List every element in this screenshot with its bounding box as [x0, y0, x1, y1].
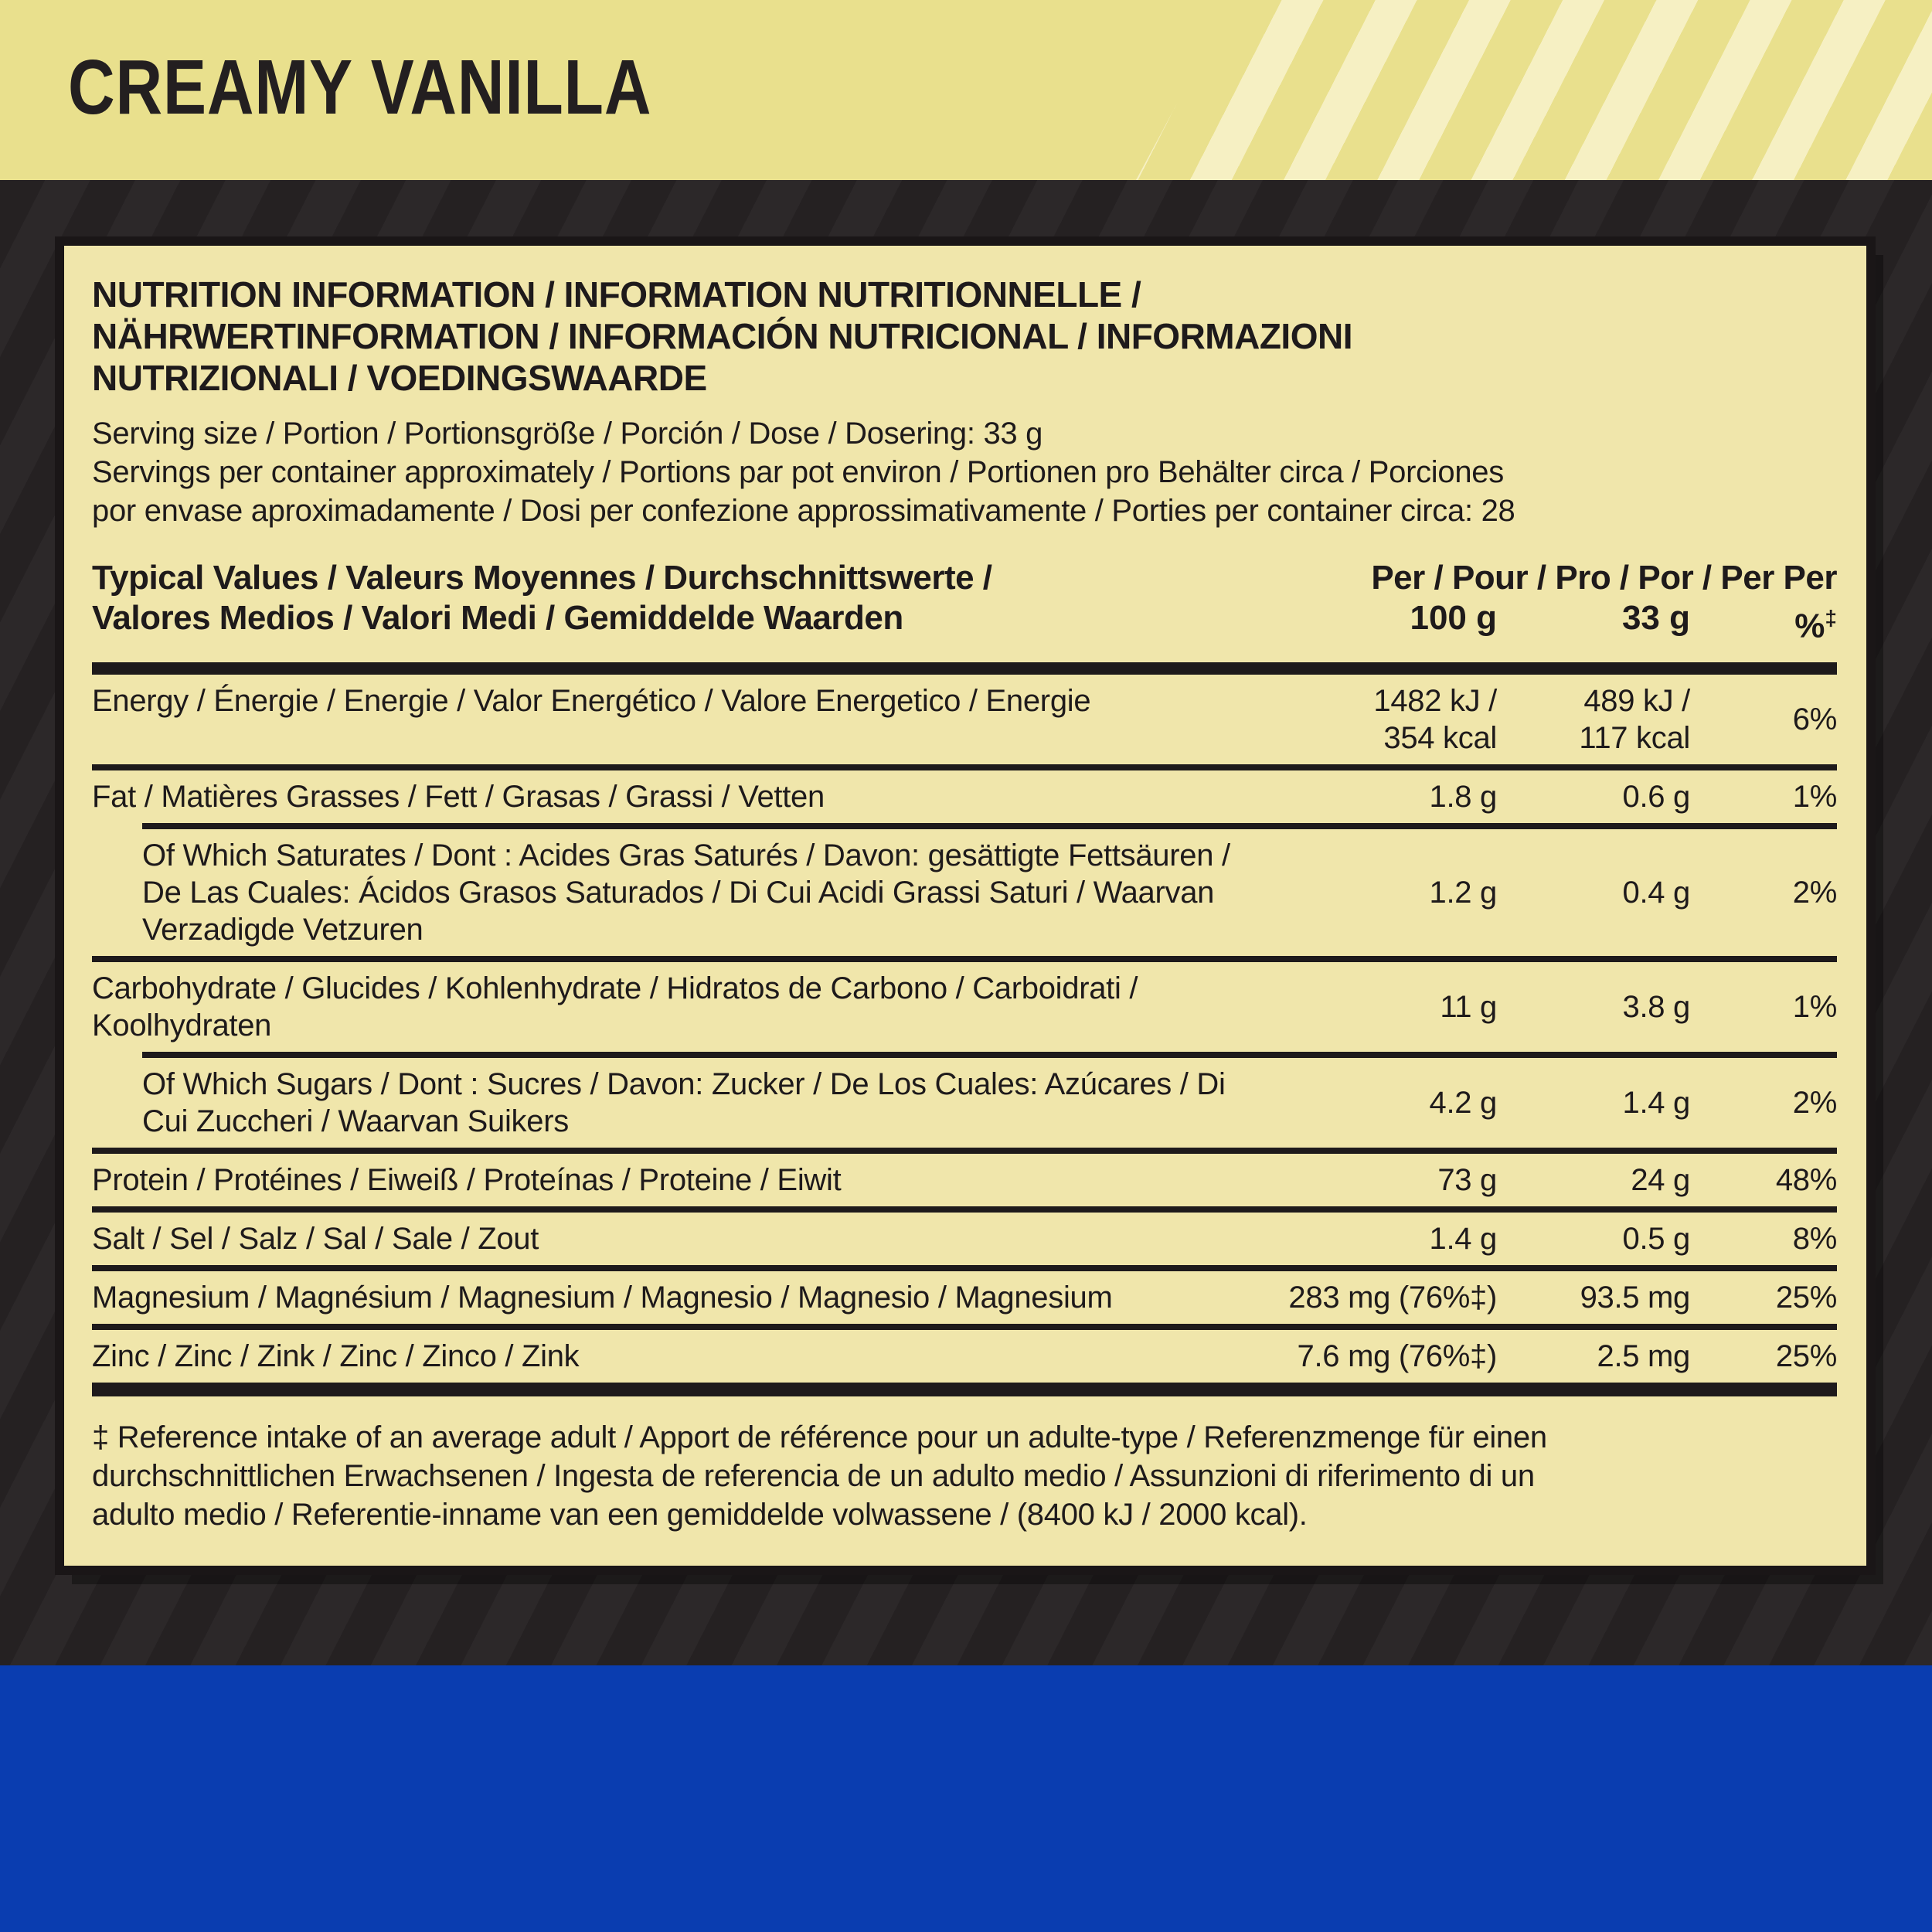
divider [92, 1148, 1837, 1154]
column-header-33g: 33 g [1621, 599, 1690, 637]
table-row-salt [92, 1213, 1837, 1265]
value-per-33g: 0.5 g [1622, 1221, 1690, 1256]
divider [92, 956, 1837, 962]
value-per-100g: 1.2 g [1429, 875, 1497, 910]
value-ri-percent: 1% [1792, 989, 1837, 1024]
row-label: Salt / Sel / Salz / Sal / Sale / Zout [92, 1221, 539, 1256]
table-row-sugars [92, 1058, 1837, 1148]
typical-values-line: Valores Medios / Valori Medi / Gemiddelde Waarden [92, 599, 903, 637]
servings-per-container-text: Servings per container approximately / Portions par pot environ / Portionen pro Behälter circa / Porciones [92, 455, 1504, 489]
unit-header-row [1288, 598, 1837, 647]
per-header: Per / Pour / Pro / Por / Per Per [1371, 559, 1837, 597]
footnote-line: durchschnittlichen Erwachsenen / Ingesta de referencia de un adulto medio / Assunzioni di riferimento di un [92, 1458, 1535, 1493]
divider [92, 764, 1837, 770]
value-ri-percent: 2% [1792, 875, 1837, 910]
value-per-100g: 4.2 g [1429, 1085, 1497, 1120]
column-headers [1288, 558, 1837, 647]
nutrition-heading-line: NUTRITION INFORMATION / INFORMATION NUTRITIONNELLE / [92, 274, 1141, 315]
table-row-zinc [92, 1330, 1837, 1383]
divider-thick [92, 662, 1837, 675]
row-label: Energy / Énergie / Energie / Valor Energético / Valore Energetico / Energie [92, 683, 1091, 718]
value-per-100g: 73 g [1437, 1162, 1497, 1197]
diagonal-stripes-decoration [1136, 0, 1932, 180]
serving-size-text: Serving size / Portion / Portionsgröße / Porción / Dose / Dosering: 33 g [92, 417, 1043, 451]
value-per-33g: 93.5 mg [1580, 1280, 1690, 1315]
brand-blue-band [0, 1665, 1932, 1932]
flavor-banner [0, 0, 1932, 180]
table-row-fat [92, 770, 1837, 823]
nutrition-panel [64, 246, 1866, 1566]
table-row-energy [92, 675, 1837, 764]
divider [92, 1324, 1837, 1330]
table-row-saturates [92, 829, 1837, 956]
value-ri-percent: 2% [1792, 1085, 1837, 1120]
value-per-100g [1234, 682, 1497, 757]
nutrition-heading-line: NUTRIZIONALI / VOEDINGSWAARDE [92, 358, 707, 398]
row-label: Of Which Sugars / Dont : Sucres / Davon: Zucker / De Los Cuales: Azúcares / Di Cui Zuccheri / Waarvan Suikers [142, 1066, 1226, 1138]
value-per-100g: 7.6 mg (76%‡) [1297, 1338, 1497, 1373]
nutrition-heading [92, 274, 1837, 399]
row-label: Protein / Protéines / Eiweiß / Proteínas / Proteine / Eiwit [92, 1162, 842, 1197]
serving-info [92, 414, 1837, 530]
flavor-title: CREAMY VANILLA [68, 43, 652, 131]
table-row-carbohydrate [92, 962, 1837, 1052]
divider [92, 1206, 1837, 1213]
column-header-100g: 100 g [1410, 599, 1497, 637]
value-ri-percent: 25% [1775, 1280, 1837, 1315]
value-ri-percent: 6% [1792, 702, 1837, 736]
row-label: Fat / Matières Grasses / Fett / Grasas / Grassi / Vetten [92, 779, 825, 814]
reference-intake-footnote [92, 1418, 1837, 1534]
value-per-33g: 2.5 mg [1597, 1338, 1690, 1373]
value-line: 489 kJ / [1583, 683, 1690, 718]
typical-values-line: Typical Values / Valeurs Moyennes / Durchschnittswerte / [92, 559, 992, 597]
divider-indented [142, 823, 1837, 829]
footnote-line: ‡ Reference intake of an average adult / Apport de référence pour un adulte-type / Referenzmenge für einen [92, 1420, 1547, 1454]
divider-thick [92, 1383, 1837, 1396]
table-row-protein [92, 1154, 1837, 1206]
column-header-ri-percent [1690, 598, 1837, 647]
row-label: Of Which Saturates / Dont : Acides Gras Saturés / Davon: gesättigte Fettsäuren / De Las Cuales: Ácidos Grasos Saturados / Di Cui Acidi Grassi Saturi / Waarvan Verzadigde Vetzuren [142, 838, 1230, 947]
nutrition-heading-line: NÄHRWERTINFORMATION / INFORMACIÓN NUTRICIONAL / INFORMAZIONI [92, 316, 1352, 356]
value-line: 354 kcal [1383, 720, 1497, 755]
value-ri-percent: 48% [1775, 1162, 1837, 1197]
value-per-33g [1497, 682, 1690, 757]
value-per-33g: 24 g [1631, 1162, 1690, 1197]
table-header [92, 558, 1837, 647]
value-line: 117 kcal [1579, 720, 1690, 755]
value-per-33g: 3.8 g [1622, 989, 1690, 1024]
value-per-33g: 0.6 g [1622, 779, 1690, 814]
value-per-100g: 11 g [1440, 989, 1497, 1024]
row-label: Zinc / Zinc / Zink / Zinc / Zinco / Zink [92, 1338, 580, 1373]
value-line: 1482 kJ / [1373, 683, 1497, 718]
value-ri-percent: 1% [1792, 779, 1837, 814]
value-per-33g: 0.4 g [1622, 875, 1690, 910]
value-per-100g: 1.8 g [1429, 779, 1497, 814]
table-row-magnesium [92, 1271, 1837, 1324]
value-ri-percent: 25% [1775, 1338, 1837, 1373]
divider [92, 1265, 1837, 1271]
typical-values-label [92, 558, 1288, 638]
percent-sign: % [1794, 607, 1825, 645]
divider-indented [142, 1052, 1837, 1058]
dagger-symbol: ‡ [1825, 606, 1837, 630]
value-per-100g: 1.4 g [1429, 1221, 1497, 1256]
footnote-line: adulto medio / Referentie-inname van een gemiddelde volwassene / (8400 kJ / 2000 kcal). [92, 1497, 1308, 1532]
value-per-33g: 1.4 g [1622, 1085, 1690, 1120]
row-label: Carbohydrate / Glucides / Kohlenhydrate / Hidratos de Carbono / Carboidrati / Koolhydraten [92, 971, 1138, 1043]
row-label: Magnesium / Magnésium / Magnesium / Magnesio / Magnesio / Magnesium [92, 1280, 1113, 1315]
value-ri-percent: 8% [1792, 1221, 1837, 1256]
value-per-100g: 283 mg (76%‡) [1288, 1280, 1497, 1315]
servings-per-container-text: por envase aproximadamente / Dosi per confezione approssimativamente / Porties per container circa: 28 [92, 494, 1515, 528]
